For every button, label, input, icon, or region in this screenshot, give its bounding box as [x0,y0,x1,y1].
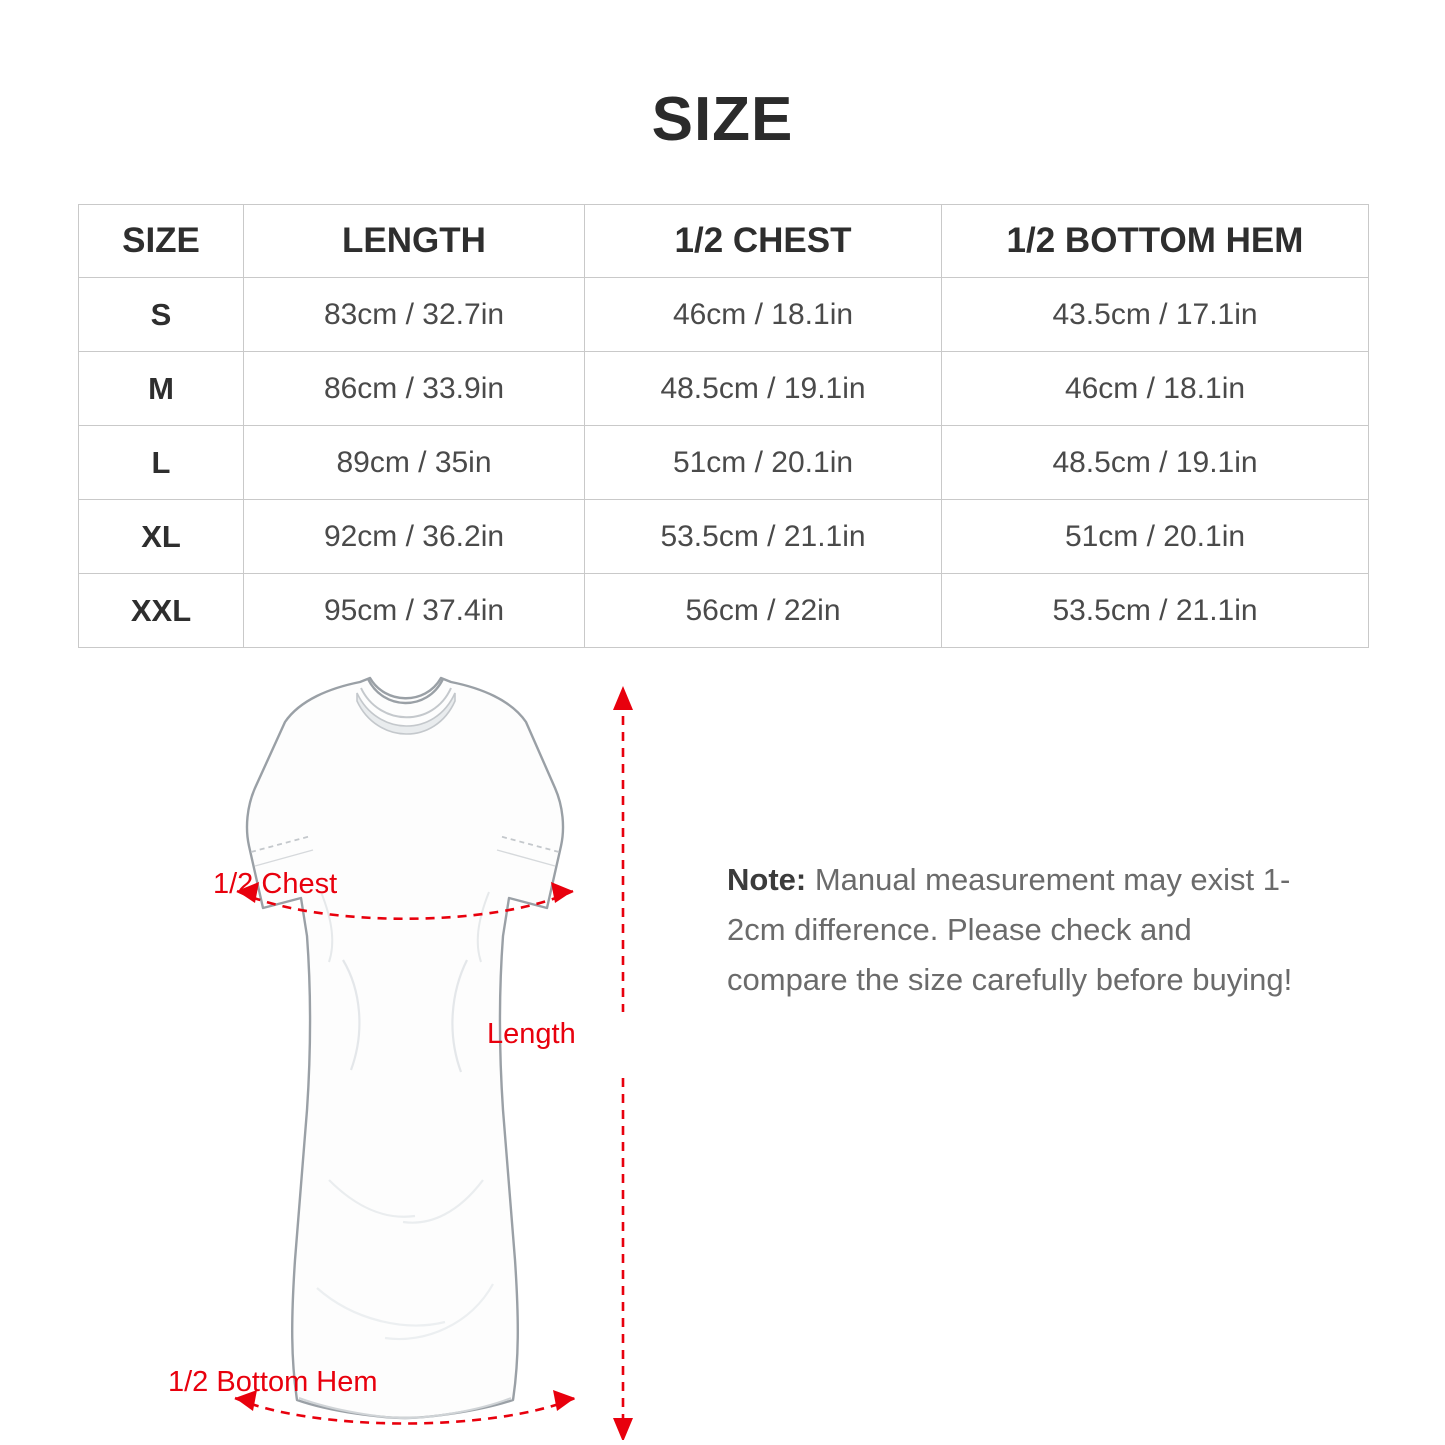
cell-hem: 43.5cm / 17.1in [942,278,1369,352]
cell-hem: 51cm / 20.1in [942,500,1369,574]
column-header-half-chest: 1/2 CHEST [585,205,942,278]
column-header-size: SIZE [79,205,244,278]
cell-length: 89cm / 35in [244,426,585,500]
cell-size: M [79,352,244,426]
table-row [79,574,1369,648]
cell-chest: 51cm / 20.1in [585,426,942,500]
table-row [79,500,1369,574]
garment-diagram [85,660,705,1440]
column-header-length: LENGTH [244,205,585,278]
table-row [79,278,1369,352]
page-title: SIZE [651,85,794,154]
cell-length: 83cm / 32.7in [244,278,585,352]
cell-size: S [79,278,244,352]
cell-hem: 48.5cm / 19.1in [942,426,1369,500]
cell-length: 95cm / 37.4in [244,574,585,648]
column-header-half-bottom-hem: 1/2 BOTTOM HEM [942,205,1369,278]
table-header-row [79,205,1369,278]
size-table [78,204,1369,648]
cell-size: XL [79,500,244,574]
cell-length: 86cm / 33.9in [244,352,585,426]
cell-size: L [79,426,244,500]
length-measure-label: Length [487,1018,576,1050]
length-measure-line [613,686,633,1440]
note-body: Manual measurement may exist 1-2cm difference. Please check and compare the size carefully before buying! [727,862,1293,998]
cell-chest: 56cm / 22in [585,574,942,648]
cell-chest: 48.5cm / 19.1in [585,352,942,426]
cell-hem: 53.5cm / 21.1in [942,574,1369,648]
table-row [79,352,1369,426]
cell-length: 92cm / 36.2in [244,500,585,574]
chest-measure-label: 1/2 Chest [213,868,338,900]
note-text [727,855,1297,1006]
cell-hem: 46cm / 18.1in [942,352,1369,426]
cell-size: XXL [79,574,244,648]
note-prefix: Note: [727,862,807,897]
hem-measure-label: 1/2 Bottom Hem [168,1366,378,1398]
cell-chest: 46cm / 18.1in [585,278,942,352]
cell-chest: 53.5cm / 21.1in [585,500,942,574]
table-row [79,426,1369,500]
